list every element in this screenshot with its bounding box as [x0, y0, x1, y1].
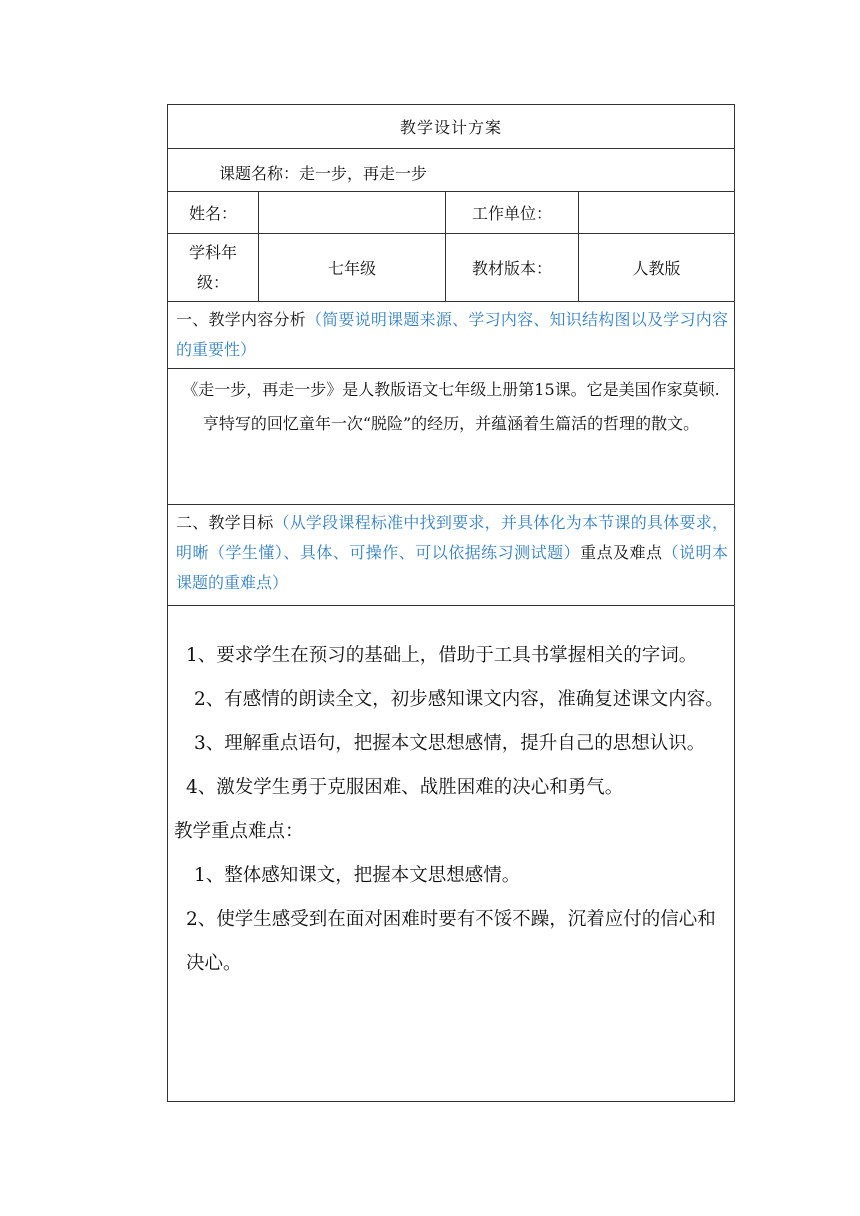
subject-grade-value: 七年级: [327, 259, 376, 278]
section2-title: 二、教学目标: [176, 513, 274, 532]
objective-item: 3、理解重点语句，把握本文思想感情，提升自己的思想认识。: [194, 733, 706, 754]
subject-grade-value-cell: [259, 234, 446, 301]
topic-label: 课题名称：: [219, 164, 300, 183]
subject-grade-label-line1: 学科年: [188, 242, 237, 262]
section2-note2: （说明本课题的重难点）: [176, 543, 728, 592]
edition-label-cell: [446, 234, 579, 301]
section2-note1: （从学段课程标准中找到要求，并具体化为本节课的具体要求，明晰（学生懂）、具体、可操作、可以依据练习测试题）: [176, 513, 728, 562]
section2-body-row: [168, 606, 734, 1101]
objective-item: 1、要求学生在预习的基础上，借助于工具书掌握相关的字词。: [186, 645, 698, 666]
name-label: 姓名：: [188, 204, 237, 223]
work-label-cell: [446, 192, 579, 233]
topic-line: [219, 161, 427, 184]
topic-value: 走一步，再走一步: [299, 164, 428, 183]
section2-heading-row: [168, 505, 734, 606]
objective-item: 4、激发学生勇于克服困难、战胜困难的决心和勇气。: [186, 777, 624, 798]
subject-grade-label-cell: [168, 234, 259, 301]
edition-value-cell: [579, 234, 734, 301]
title-row: [168, 105, 734, 149]
edition-value: 人教版: [632, 259, 681, 278]
work-unit-label: 工作单位：: [471, 204, 552, 223]
section1-note: （简要说明课题来源、学习内容、知识结构图以及学习内容的重要性）: [176, 310, 728, 359]
lesson-plan-table: [167, 104, 735, 1102]
subject-grade-label-line2: 级：: [196, 272, 229, 292]
name-value-cell: [259, 192, 446, 233]
work-value-cell: [579, 192, 734, 233]
edition-label: 教材版本：: [471, 259, 552, 278]
section2-heading: [176, 508, 728, 598]
name-label-cell: [168, 192, 259, 233]
section1-heading: [176, 305, 728, 365]
section1-body: 《走一步，再走一步》是人教版语文七年级上册第15课。它是美国作家莫顿.亨特写的回忆童年一次“脱险”的经历，并蕴涵着生篇活的哲理的散文。: [182, 380, 720, 433]
section1-title: 一、教学内容分析: [176, 310, 306, 329]
document-title: 教学设计方案: [399, 118, 502, 137]
key-point-item: 2、使学生感受到在面对困难时要有不馁不躁，沉着应付的信心和决心。: [186, 909, 716, 974]
section2-body: [172, 634, 732, 986]
key-point-item: 1、整体感知课文，把握本文思想感情。: [194, 865, 521, 886]
key-points-label: 教学重点难点：: [174, 821, 304, 842]
section1-heading-row: [168, 302, 734, 369]
objective-item: 2、有感情的朗读全文，初步感知课文内容，准确复述课文内容。: [194, 689, 724, 710]
name-row: [168, 192, 734, 234]
section1-body-row: [168, 369, 734, 505]
section2-title-mid: 重点及难点: [580, 543, 663, 562]
grade-row: [168, 234, 734, 302]
topic-row: [168, 149, 734, 192]
